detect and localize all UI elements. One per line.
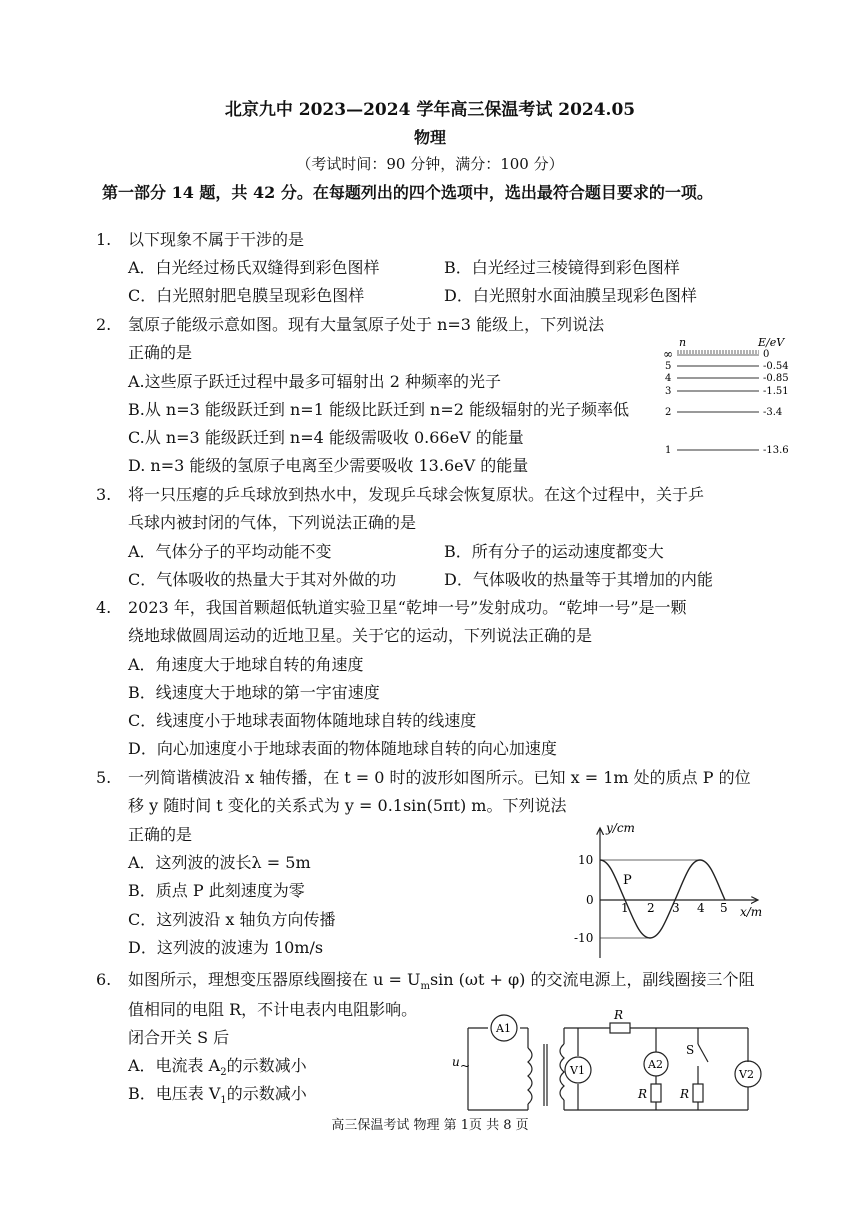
ammeter-a1-label: A1 bbox=[496, 1022, 511, 1035]
q4-stem-line1: 2023 年，我国首颗超低轨道实验卫星“乾坤一号”发射成功。“乾坤一号”是一颗 bbox=[128, 598, 687, 617]
switch-s-label: S bbox=[686, 1043, 695, 1057]
q5-option-c: C．这列波沿 x 轴负方向传播 bbox=[128, 910, 336, 929]
level-e-1: -13.6 bbox=[763, 445, 789, 456]
wave-y-label: y/cm bbox=[606, 821, 635, 835]
wave-point-p: P bbox=[623, 873, 632, 888]
q6-stem-part2: sin (ωt + φ) 的交流电源上，副线圈接三个阻 bbox=[429, 970, 755, 989]
q2-option-d: D. n=3 能级的氢原子电离至少需要吸收 13.6eV 的能量 bbox=[128, 456, 529, 475]
q4-option-d: D．向心加速度小于地球表面的物体随地球自转的向心加速度 bbox=[128, 739, 557, 758]
q6-stem-line3: 闭合开关 S 后 bbox=[128, 1028, 230, 1047]
energy-axis-e: E/eV bbox=[758, 336, 785, 349]
q5-option-b: B．质点 P 此刻速度为零 bbox=[128, 881, 305, 900]
wave-xtick-3: 3 bbox=[672, 901, 680, 915]
level-e-3: -1.51 bbox=[763, 386, 789, 397]
q3-option-b: B．所有分子的运动速度都变大 bbox=[444, 542, 664, 561]
wave-ytick-0: 0 bbox=[586, 893, 594, 907]
resistor-right-label: R bbox=[680, 1087, 690, 1101]
q6-option-a bbox=[128, 1056, 307, 1083]
q2-option-b: B.从 n=3 能级跃迁到 n=1 能级比跃迁到 n=2 能级辐射的光子频率低 bbox=[128, 400, 630, 419]
q3-number: 3. bbox=[96, 485, 112, 504]
level-infinity-lines bbox=[677, 351, 759, 355]
q6-number: 6. bbox=[96, 970, 112, 989]
q6-stem-sub: m bbox=[420, 981, 430, 993]
q6-option-b bbox=[128, 1084, 307, 1111]
q6-stem-part1: 如图所示，理想变压器原线圈接在 u = U bbox=[128, 970, 421, 989]
q5-stem-line1: 一列简谐横波沿 x 轴传播，在 t = 0 时的波形如图所示。已知 x = 1m 处的质点 P 的位 bbox=[128, 768, 751, 787]
wave-xtick-2: 2 bbox=[647, 901, 655, 915]
exam-title: 北京九中 2023—2024 学年高三保温考试 2024.05 bbox=[224, 100, 636, 120]
exam-time-note: （考试时间：90 分钟，满分：100 分） bbox=[296, 155, 564, 173]
resistor-mid-label: R bbox=[638, 1087, 648, 1101]
q4-number: 4. bbox=[96, 598, 112, 617]
level-e-5: -0.54 bbox=[763, 361, 789, 372]
source-u-label: u bbox=[452, 1055, 460, 1069]
q6-stem-line2: 值相同的电阻 R，不计电表内电阻影响。 bbox=[128, 1000, 418, 1019]
level-n-4: 4 bbox=[665, 373, 672, 384]
q4-option-a: A．角速度大于地球自转的角速度 bbox=[128, 655, 364, 674]
q6-option-b-sub: 1 bbox=[220, 1095, 227, 1107]
voltmeter-v2-label: V2 bbox=[739, 1068, 754, 1081]
q2-number: 2. bbox=[96, 315, 112, 334]
q6-option-a-tail: 的示数减小 bbox=[226, 1056, 307, 1075]
q1-option-a: A．白光经过杨氏双缝得到彩色图样 bbox=[128, 258, 380, 277]
level-n-infinity: ∞ bbox=[663, 347, 673, 361]
level-n-3: 3 bbox=[665, 386, 672, 397]
page-footer: 高三保温考试 物理 第 1页 共 8 页 bbox=[331, 1118, 529, 1133]
q5-option-d: D．这列波的波速为 10m/s bbox=[128, 938, 324, 957]
energy-level-diagram bbox=[655, 336, 805, 460]
q3-option-d: D．气体吸收的热量等于其增加的内能 bbox=[444, 570, 713, 589]
q3-option-a: A．气体分子的平均动能不变 bbox=[128, 542, 332, 561]
wave-ytick-neg10: -10 bbox=[574, 931, 594, 945]
voltmeter-v1-label: V1 bbox=[570, 1064, 585, 1077]
q2-stem-line1: 氢原子能级示意如图。现有大量氢原子处于 n=3 能级上，下列说法 bbox=[128, 315, 605, 334]
q4-stem-line2: 绕地球做圆周运动的近地卫星。关于它的运动，下列说法正确的是 bbox=[128, 626, 593, 645]
level-n-2: 2 bbox=[665, 407, 672, 418]
q5-stem-line2: 移 y 随时间 t 变化的关系式为 y = 0.1sin(5πt) m。下列说法 bbox=[128, 796, 567, 815]
wave-ytick-10: 10 bbox=[578, 853, 594, 867]
wave-curve bbox=[600, 860, 725, 938]
wave-graph bbox=[570, 818, 770, 964]
ammeter-a2-label: A2 bbox=[648, 1058, 663, 1071]
q5-stem-line3: 正确的是 bbox=[128, 825, 193, 844]
q5-number: 5. bbox=[96, 768, 112, 787]
q2-option-a: A.这些原子跃迁过程中最多可辐射出 2 种频率的光子 bbox=[128, 372, 501, 391]
part-instruction: 第一部分 14 题，共 42 分。在每题列出的四个选项中，选出最符合题目要求的一项。 bbox=[102, 183, 713, 202]
q3-stem-line1: 将一只压瘪的乒乓球放到热水中，发现乒乓球会恢复原状。在这个过程中，关于乒 bbox=[128, 485, 705, 504]
q5-option-a: A．这列波的波长λ = 5m bbox=[128, 853, 311, 872]
q6-option-b-tail: 的示数减小 bbox=[226, 1084, 307, 1103]
q2-stem-line2: 正确的是 bbox=[128, 343, 193, 362]
q6-stem-line1 bbox=[128, 970, 755, 997]
q6-option-a-text: A．电流表 A bbox=[128, 1056, 221, 1075]
wave-xtick-5: 5 bbox=[720, 901, 728, 915]
q1-number: 1. bbox=[96, 230, 112, 249]
level-e-infinity: 0 bbox=[763, 349, 770, 360]
subject-title: 物理 bbox=[413, 128, 446, 147]
q4-option-c: C．线速度小于地球表面物体随地球自转的线速度 bbox=[128, 711, 477, 730]
ac-source-icon: ~ bbox=[460, 1059, 471, 1073]
transformer-circuit bbox=[448, 1008, 768, 1114]
q2-option-c: C.从 n=3 能级跃迁到 n=4 能级需吸收 0.66eV 的能量 bbox=[128, 428, 524, 447]
wave-xtick-4: 4 bbox=[697, 901, 705, 915]
resistor-top-label: R bbox=[614, 1008, 624, 1022]
level-n-1: 1 bbox=[665, 445, 672, 456]
q6-option-b-text: B．电压表 V bbox=[128, 1084, 221, 1103]
wave-xtick-1: 1 bbox=[621, 901, 629, 915]
level-e-4: -0.85 bbox=[763, 373, 789, 384]
q1-option-d: D．白光照射水面油膜呈现彩色图样 bbox=[444, 286, 697, 305]
energy-axis-n: n bbox=[679, 336, 687, 349]
level-e-2: -3.4 bbox=[763, 407, 783, 418]
level-n-5: 5 bbox=[665, 361, 672, 372]
q4-option-b: B．线速度大于地球的第一宇宙速度 bbox=[128, 683, 380, 702]
wave-x-label: x/m bbox=[740, 905, 763, 919]
q1-stem: 以下现象不属于干涉的是 bbox=[128, 230, 305, 249]
q3-option-c: C．气体吸收的热量大于其对外做的功 bbox=[128, 570, 397, 589]
q6-option-a-sub: 2 bbox=[220, 1067, 227, 1079]
q1-option-c: C．白光照射肥皂膜呈现彩色图样 bbox=[128, 286, 365, 305]
q3-stem-line2: 乓球内被封闭的气体，下列说法正确的是 bbox=[128, 513, 417, 532]
q1-option-b: B．白光经过三棱镜得到彩色图样 bbox=[444, 258, 680, 277]
